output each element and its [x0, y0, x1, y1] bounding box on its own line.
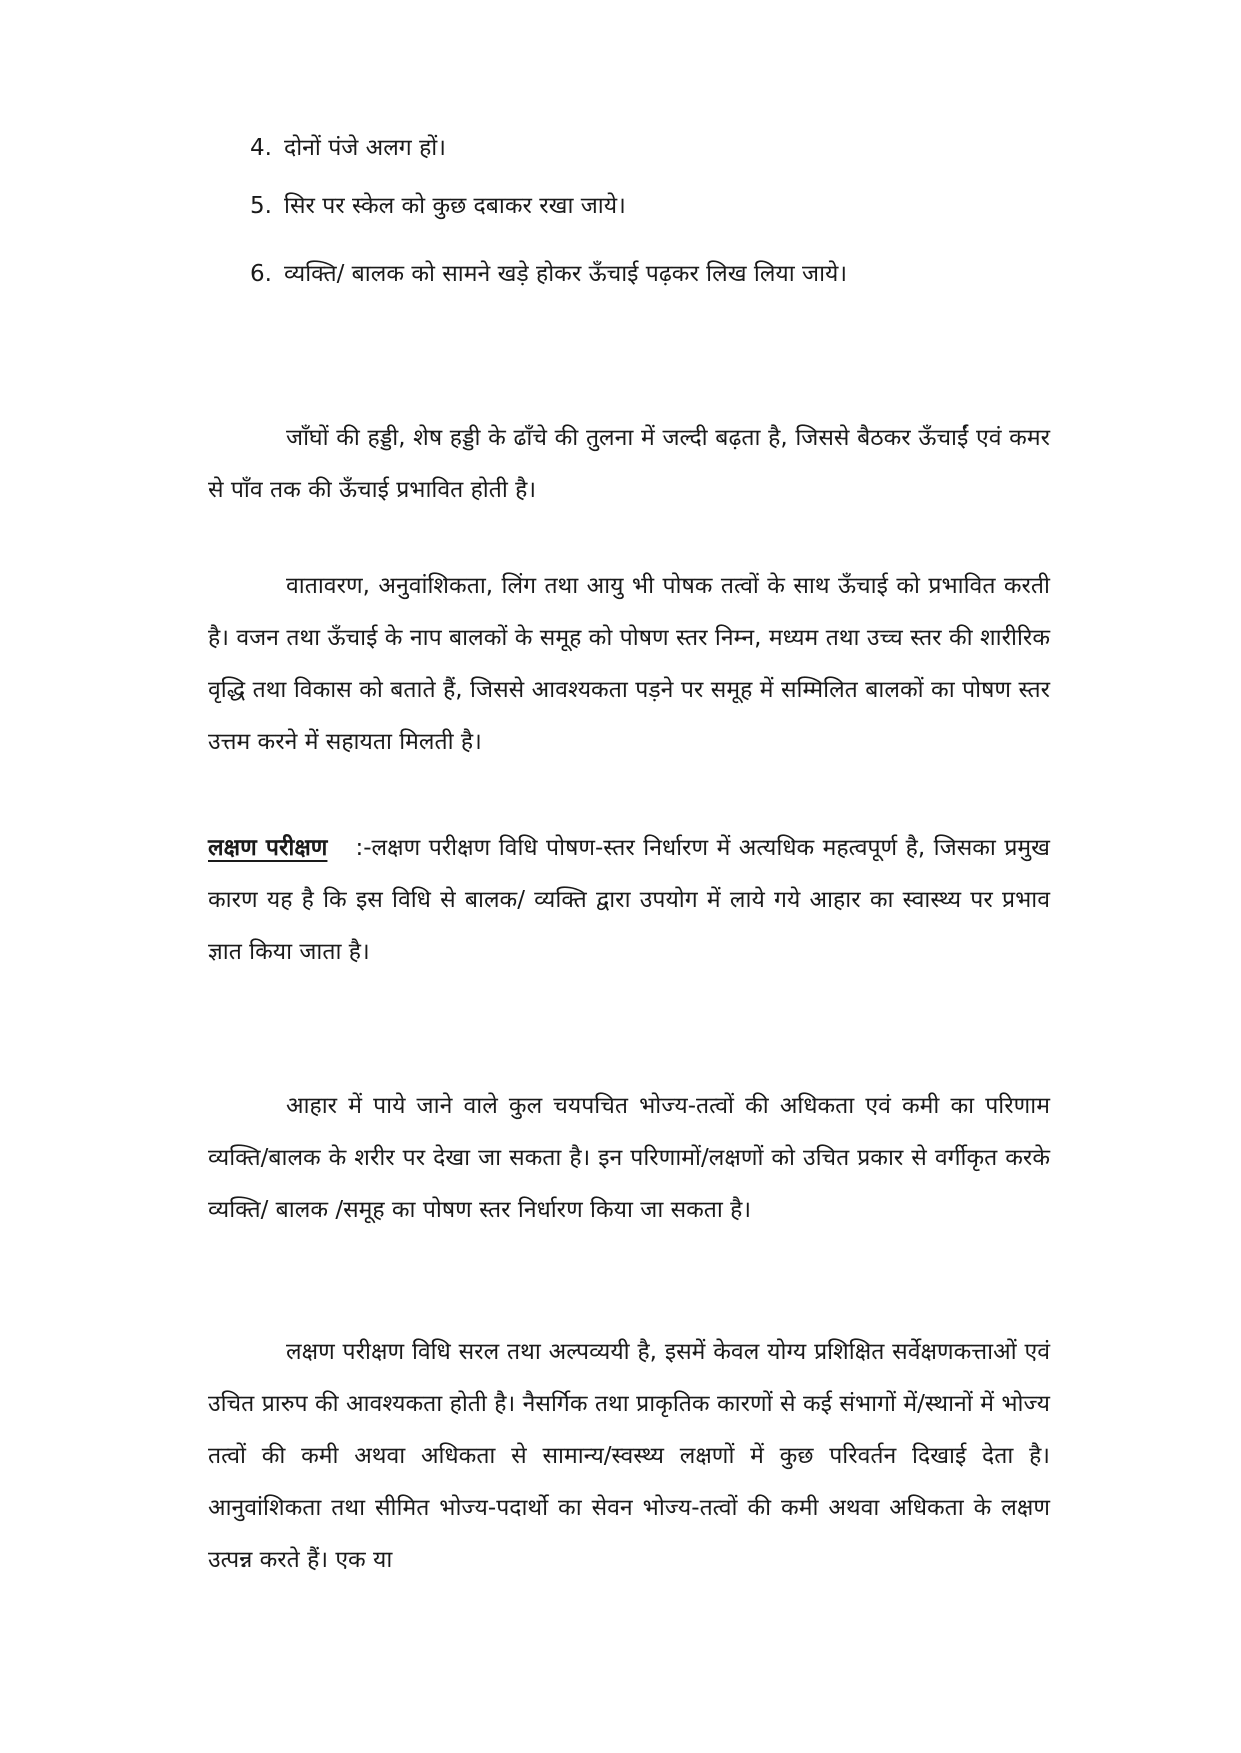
- list-text: दोनों पंजे अलग हों।: [284, 135, 446, 161]
- paragraph: आहार में पाये जाने वाले कुल चयपचित भोज्य-तत्वों की अधिकता एवं कमी का परिणाम व्यक्ति/बालक के शरीर पर देखा जा सकता है। इन परिणामों/लक्षणों को उचित प्रकार से वर्गीकृत करके व्यक्ति/ बालक /समूह का पोषण स्तर निर्धारण किया जा सकता है।: [208, 1093, 1050, 1223]
- paragraph: [208, 822, 1050, 978]
- section-text: :-लक्षण परीक्षण विधि पोषण-स्तर निर्धारण में अत्यधिक महत्वपूर्ण है, जिसका प्रमुख कारण यह है कि इस विधि से बालक/ व्यक्ति द्वारा उपयोग में लाये गये आहार का स्वास्थ्य पर प्रभाव ज्ञात किया जाता है।: [208, 835, 1050, 965]
- list-number: 4.: [250, 135, 272, 161]
- list-number: 6.: [250, 261, 272, 287]
- list-item: [250, 122, 1050, 174]
- list-text: सिर पर स्केल को कुछ दबाकर रखा जाये।: [284, 193, 626, 219]
- section-heading: लक्षण परीक्षण: [208, 835, 328, 861]
- paragraph: लक्षण परीक्षण विधि सरल तथा अल्पव्ययी है, इसमें केवल योग्य प्रशिक्षित सर्वेक्षणकत्ताओं एवं उचित प्रारुप की आवश्यकता होती है। नैसर्गिक तथा प्राकृतिक कारणों से कई संभागों में/स्थानों में भोज्य तत्वों की कमी अथवा अधिकता से सामान्य/स्वस्थ्य लक्षणों में कुछ परिवर्तन दिखाई देता है। आनुवांशिकता तथा सीमित भोज्य-पदार्थो का सेवन भोज्य-तत्वों की कमी अथवा अधिकता के लक्षण उत्पन्न करते हैं। एक या: [208, 1339, 1050, 1573]
- list-text: व्यक्ति/ बालक को सामने खड़े होकर ऊँचाई पढ़कर लिख लिया जाये।: [284, 261, 848, 287]
- paragraph: वातावरण, अनुवांशिकता, लिंग तथा आयु भी पोषक तत्वों के साथ ऊँचाई को प्रभावित करती है। वजन तथा ऊँचाई के नाप बालकों के समूह को पोषण स्तर निम्न, मध्यम तथा उच्च स्तर की शारीरिक वृद्धि तथा विकास को बताते हैं, जिससे आवश्यकता पड़ने पर समूह में सम्मिलित बालकों का पोषण स्तर उत्तम करने में सहायता मिलती है।: [208, 573, 1050, 755]
- list-number: 5.: [250, 193, 272, 219]
- paragraph: जाँघों की हड्डी, शेष हड्डी के ढाँचे की तुलना में जल्दी बढ़ता है, जिससे बैठकर ऊँचाईं एवं कमर से पाँव तक की ऊँचाई प्रभावित होती है।: [208, 425, 1050, 503]
- list-item: [250, 180, 1050, 232]
- list-item: [250, 248, 1050, 300]
